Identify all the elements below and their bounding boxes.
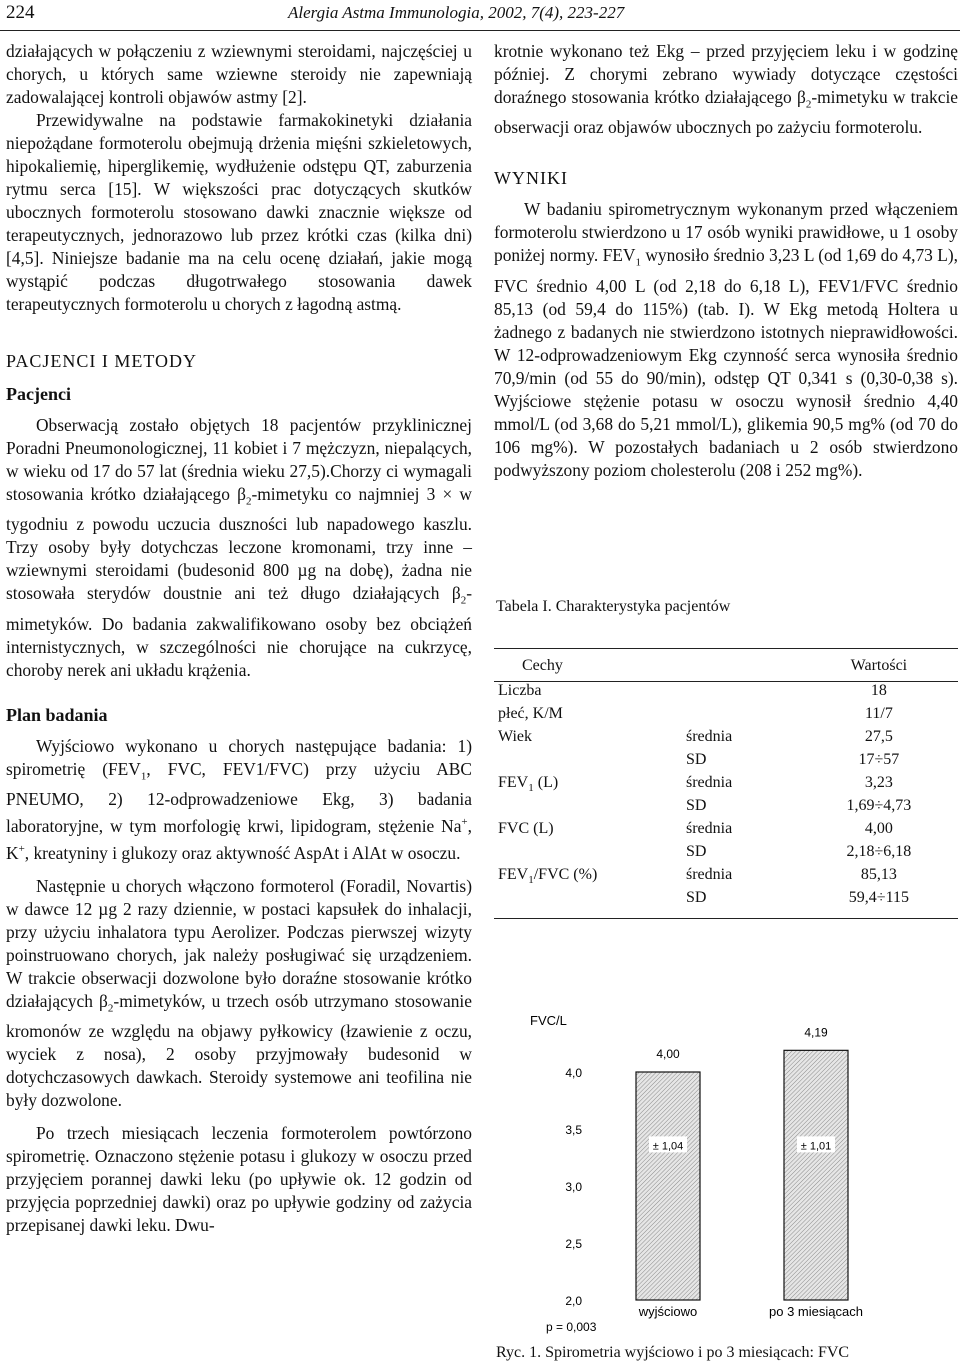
- figure-caption: Ryc. 1. Spirometria wyjściowo i po 3 miesiącach: FVC: [496, 1344, 850, 1361]
- fvc-bar-chart: [494, 1005, 954, 1340]
- paragraph: Wyjściowo wykonano u chorych następujące badania: 1) spirometrię ($FEV_1$, FVC, FEV1/FVC) przy użyciu ABC PNEUMO, 2) 12-odprowadzeniowe Ekg, 3) badania laboratoryjne, w tym morfologię krwi, lipidogram, stężenie Na+, K+, kreatyniny i glukozy oraz aktywność AspAt i AlAt w osoczu.: [6, 735, 472, 863]
- row-value: 4,00: [864, 820, 893, 837]
- row-value: 1,69÷4,73: [846, 797, 912, 814]
- table-row: [494, 820, 958, 843]
- row-label: $FEV_1$/FVC (%): [498, 866, 598, 887]
- patient-characteristics-table: [494, 648, 958, 919]
- bar: [784, 1050, 848, 1300]
- subheading-plan: Plan badania: [6, 704, 108, 725]
- row-value: 11/7: [864, 705, 893, 722]
- section-heading-methods: PACJENCI I METODY: [6, 351, 198, 371]
- header-rule: [0, 30, 960, 31]
- row-stat: SD: [686, 797, 707, 814]
- row-value: 18: [870, 682, 887, 699]
- paragraph: W badaniu spirometrycznym wykonanym przed włączeniem formoterolu stwierdzono u 17 osób wyniki prawidłowe, u 1 osoby poniżej normy. $FEV_1$ wynosiło średnio 3,23 L (od 1,69 do 4,73 L), FVC średnio 4,00 L (od 2,18 do 6,18 L), FEV1/FVC średnio 85,13 (od 59,4 do 115%) (tab. I). W Ekg metodą Holtera u żadnego z badanych nie stwierdzono istotnych nieprawidłowości. W 12-odprowadzeniowym Ekg czynność serca wynosiła średnio 70,9/min (od 55 do 90/min), odstęp QT 0,341 s (0,30-0,38 s). Wyjściowe stężenie potasu w osoczu wynosił średnio 4,40 mmol/L (od 3,68 do 5,21 mmol/L), glikemia 90,5 mg% (od 70 do 106 mg%). W pozostałych badaniach u 2 osób stwierdzono podwyższony poziom cholesterolu (208 i 252 mg%).: [494, 199, 958, 480]
- table-row: [494, 843, 958, 866]
- right-column: [494, 40, 958, 482]
- table-row: [494, 705, 958, 728]
- sd-label: ± 1,04: [652, 1140, 684, 1153]
- bar-value-label: 4,00: [656, 1047, 680, 1061]
- page-header: [0, 0, 960, 30]
- y-tick-label: 3,0: [565, 1180, 582, 1194]
- paragraph: Następnie u chorych włączono formoterol (Foradil, Novartis) w dawce 12 µg 2 razy dziennie, w postaci kapsułek do inhalacji, przy użyciu inhalatora typu Aerolizer. Podczas pierwszej wizyty poinstruowano chorych, jak należy posługiwać się urządzeniem. W trakcie obserwacji dozwolone było doraźne stosowanie krótko działających $\beta_2$-mimetyków, u trzech osób utrzymano stosowanie kromonów ze względu na objawy pyłkowicy (łzawienie z oczu, wyciek z nosa), 2 osoby przyjmowały budesonid w dotychczasowych dawkach. Steroidy systemowe ani teofilina nie były dozwolone.: [6, 876, 472, 1111]
- row-stat: [682, 705, 800, 728]
- paragraph: Przewidywalne na podstawie farmakokinetyki działania niepożądane formoterolu obejmują drżenia mięśni szkieletowych, hipokaliemię, hiperglikemię, wydłużenie odstępu QT, zaburzenia rytmu serca [15]. W większości prac dotyczących skutków ubocznych formoterolu stosowano dawki znacznie większe od terapeutycznych, jednorazowo lub przez krótki czas (kilka dni) [4,5]. Niniejsze badanie ma na celu ocenę działań, jakie mogą wystąpić podczas długotrwałego stosowania dawek terapeutycznych formoterolu u chorych z łagodną astmą.: [6, 110, 472, 314]
- row-stat: [682, 682, 800, 706]
- table-header-row: [494, 649, 958, 682]
- row-stat: SD: [686, 843, 707, 860]
- x-tick-label: wyjściowo: [638, 1304, 698, 1319]
- column-header: Wartości: [800, 649, 958, 682]
- table-row: [494, 682, 958, 706]
- bar: [636, 1072, 700, 1300]
- sd-label: ± 1,01: [800, 1140, 832, 1153]
- row-value: 27,5: [864, 728, 893, 745]
- bar-value-label: 4,19: [804, 1025, 828, 1040]
- table-row: [494, 797, 958, 820]
- y-tick-label: 2,5: [565, 1237, 582, 1251]
- column-header: Cechy: [494, 649, 682, 682]
- row-label: Wiek: [498, 728, 533, 745]
- table-row: [494, 774, 958, 797]
- paragraph: Obserwacją zostało objętych 18 pacjentów przyklinicznej Poradni Pneumonologicznej, 11 kobiet i 7 mężczyzn, niepalących, w wieku od 17 do 57 lat (średnia wieku 27,5).Chorzy ci wymagali stosowania krótko działającego $\beta_2$-mimetyku co najmniej 3 × w tygodniu z powodu uczucia duszności lub napadowego kaszlu. Trzy osoby były dotychczas leczone kromonami, trzy inne – wziewnymi steroidami (budesonid 800 µg na dobę), żadna nie stosowała sterydów doustnie ani też długo działających $\beta_2$-mimetyków. Do badania zakwalifikowano osoby bez obciążeń internistycznych, w szczególności nie chorujące na cukrzycę, choroby nerek ani układu krążenia.: [6, 415, 472, 680]
- paragraph: krotnie wykonano też Ekg – przed przyjęciem leku i w godzinę później. Z chorymi zebrano wywiady dotyczące częstości doraźnego stosowania krótko działającego $\beta_2$-mimetyku w trakcie obserwacji oraz objawów ubocznych po zażyciu formoterolu.: [494, 41, 958, 138]
- row-label: $FEV_1$ (L): [498, 774, 559, 795]
- table-row: [494, 889, 958, 919]
- row-value: 85,13: [860, 866, 897, 883]
- row-label: FVC (L): [498, 820, 554, 837]
- table-row: [494, 728, 958, 751]
- row-label: [494, 751, 682, 774]
- subheading-patients: Pacjenci: [6, 384, 71, 404]
- row-label: [494, 889, 682, 919]
- row-value: 3,23: [864, 774, 893, 791]
- row-stat: średnia: [686, 774, 733, 791]
- row-stat: średnia: [686, 728, 733, 745]
- journal-title: Alergia Astma Immunologia, 2002, 7(4), 223-227: [288, 3, 625, 22]
- row-value: 2,18÷6,18: [846, 843, 912, 860]
- y-tick-label: 3,5: [565, 1123, 582, 1137]
- row-value: 59,4÷115: [800, 889, 958, 919]
- y-axis-label: FVC/L: [530, 1013, 567, 1028]
- x-tick-label: po 3 miesiącach: [769, 1304, 863, 1319]
- row-stat: średnia: [686, 866, 733, 883]
- paragraph: działających w połączeniu z wziewnymi steroidami, najczęściej u chorych, u których same wziewne steroidy nie zapewniają zadowalającej kontroli objawów astmy [2].: [6, 41, 472, 107]
- y-tick-label: 2,0: [565, 1294, 582, 1308]
- y-tick-label: 4,0: [565, 1066, 582, 1080]
- row-label: płeć, K/M: [498, 705, 563, 722]
- row-stat: średnia: [686, 820, 733, 837]
- table-row: [494, 751, 958, 774]
- left-column: [6, 40, 472, 1237]
- table-row: [494, 866, 958, 889]
- row-value: 17÷57: [858, 751, 900, 768]
- paragraph: Po trzech miesiącach leczenia formoterolem powtórzono spirometrię. Oznaczono stężenie potasu i glukozy w osoczu przed przyjęciem porannej dawki leku (po upływie ok. 12 godzin od przyjęcia poprzedniej dawki) oraz po upływie godziny od zażycia przepisanej dawki leku. Dwu-: [6, 1123, 472, 1236]
- row-label: Liczba: [498, 682, 542, 699]
- row-label: [494, 797, 682, 820]
- page-number: 224: [6, 2, 35, 23]
- row-stat: SD: [686, 751, 707, 768]
- section-heading-results: WYNIKI: [494, 168, 568, 189]
- row-label: [494, 843, 682, 866]
- row-stat: SD: [682, 889, 800, 919]
- p-value-label: p = 0,003: [546, 1320, 597, 1334]
- table-caption: Tabela I. Charakterystyka pacjentów: [496, 598, 731, 615]
